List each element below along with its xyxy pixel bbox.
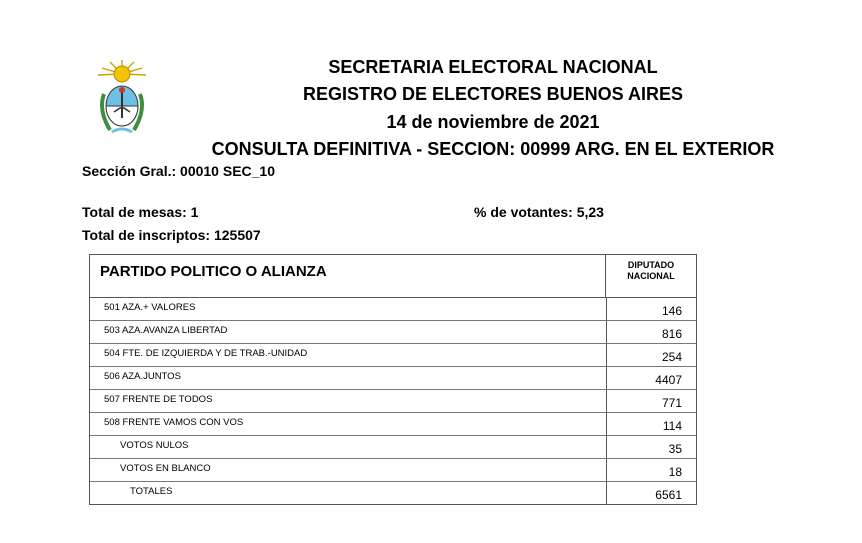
- table-row: [90, 298, 696, 321]
- totales-value: 6561: [606, 482, 696, 504]
- party-name: 503 AZA.AVANZA LIBERTAD: [104, 325, 228, 336]
- table-row: [90, 321, 696, 344]
- table-header: [90, 255, 696, 298]
- table-row: [90, 459, 696, 482]
- header-registry: REGISTRO DE ELECTORES BUENOS AIRES: [302, 84, 684, 104]
- party-votes: 254: [606, 344, 696, 366]
- column-header-diputado-line1: DIPUTADO: [627, 260, 675, 270]
- votos-blanco-value: 18: [606, 459, 696, 481]
- party-name: 501 AZA.+ VALORES: [104, 302, 196, 313]
- votos-nulos-label: VOTOS NULOS: [120, 440, 189, 451]
- party-name: 506 AZA.JUNTOS: [104, 371, 181, 382]
- votos-blanco-label: VOTOS EN BLANCO: [120, 463, 211, 474]
- votos-nulos-value: 35: [606, 436, 696, 458]
- results-table: [89, 254, 697, 505]
- header-consulta: CONSULTA DEFINITIVA - SECCION: 00999 ARG. EN EL EXTERIOR: [211, 139, 775, 159]
- party-name: 508 FRENTE VAMOS CON VOS: [104, 417, 244, 428]
- total-inscriptos: Total de inscriptos: 125507: [82, 227, 261, 243]
- column-header-diputado: [605, 255, 696, 297]
- header-date: 14 de noviembre de 2021: [386, 112, 600, 132]
- table-row: [90, 413, 696, 436]
- column-header-party: PARTIDO POLITICO O ALIANZA: [100, 263, 327, 280]
- party-votes: 771: [606, 390, 696, 412]
- party-votes: 816: [606, 321, 696, 343]
- party-name: 507 FRENTE DE TODOS: [104, 394, 213, 405]
- table-row: [90, 436, 696, 459]
- table-row: [90, 367, 696, 390]
- porcentaje-votantes: % de votantes: 5,23: [474, 204, 604, 220]
- column-header-diputado-line2: NACIONAL: [627, 271, 675, 281]
- header-title: SECRETARIA ELECTORAL NACIONAL: [328, 57, 658, 77]
- table-row: [90, 390, 696, 413]
- party-name: 504 FTE. DE IZQUIERDA Y DE TRAB.-UNIDAD: [104, 348, 308, 359]
- party-votes: 4407: [606, 367, 696, 389]
- seccion-gral: Sección Gral.: 00010 SEC_10: [82, 163, 275, 179]
- total-mesas: Total de mesas: 1: [82, 204, 199, 220]
- totales-label: TOTALES: [130, 486, 173, 497]
- table-row: [90, 482, 696, 504]
- party-votes: 114: [606, 413, 696, 435]
- coat-of-arms-icon: [94, 58, 150, 138]
- party-votes: 146: [606, 298, 696, 320]
- table-row: [90, 344, 696, 367]
